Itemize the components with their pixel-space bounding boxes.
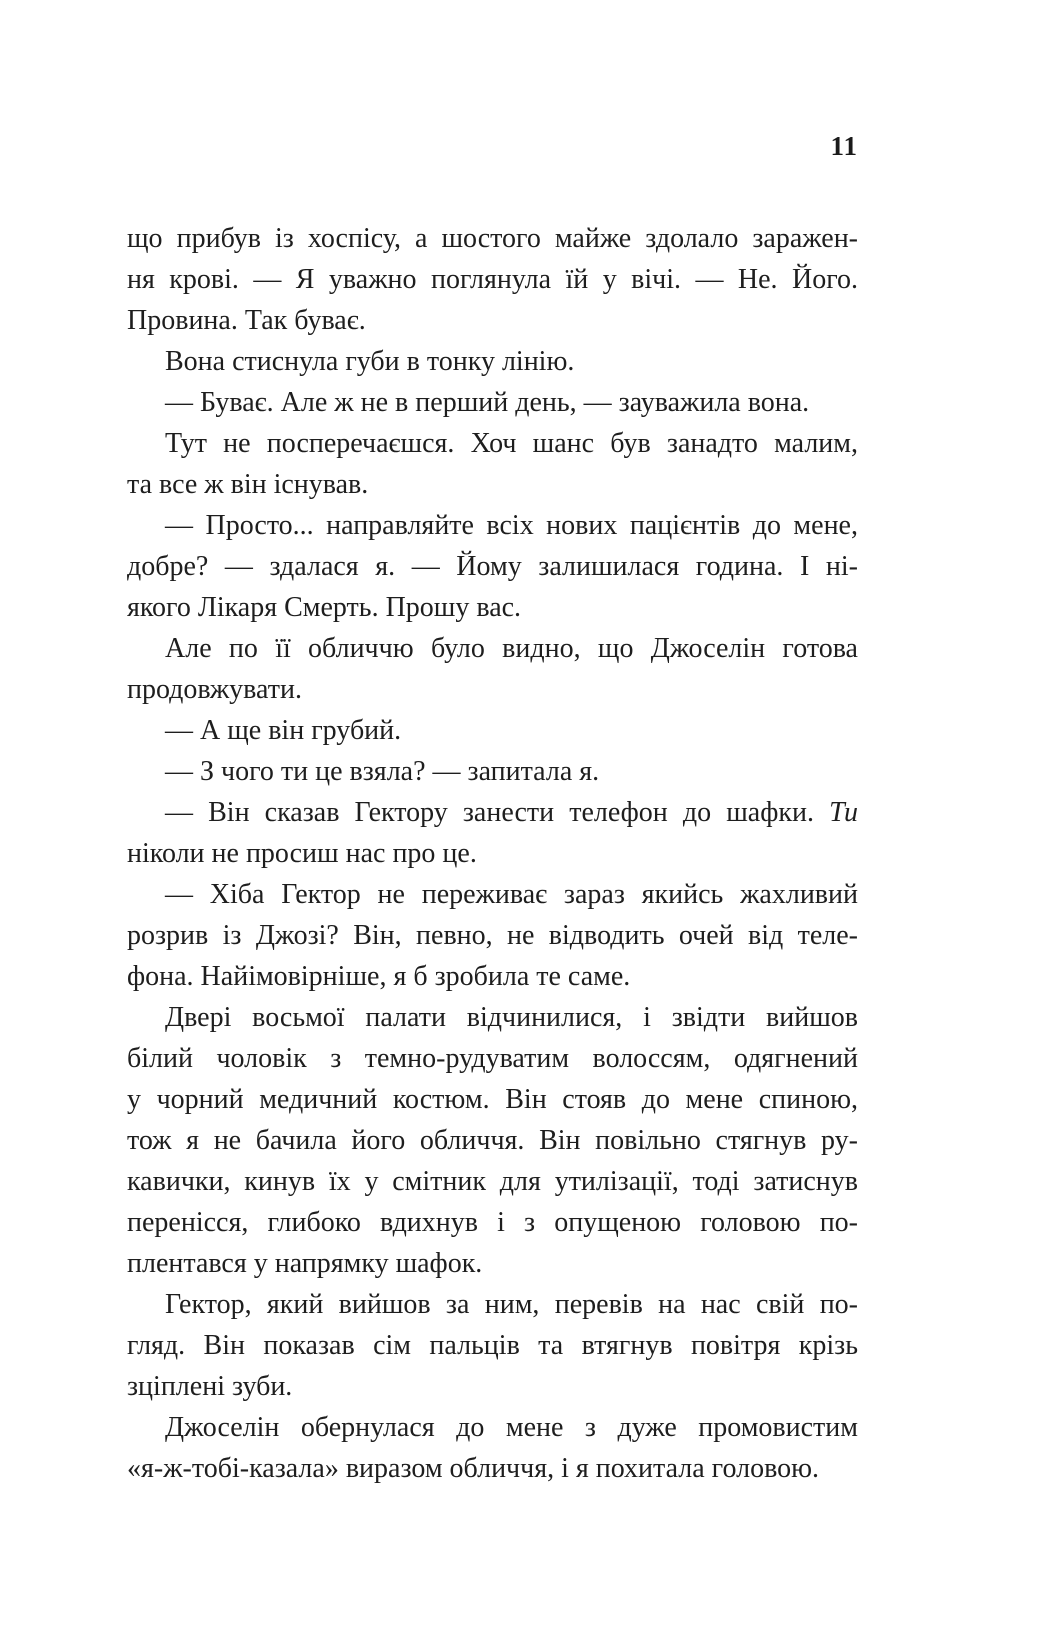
text-line: Вона стиснула губи в тонку лінію. bbox=[165, 346, 575, 377]
text-line bbox=[127, 792, 858, 833]
text-line: ня крові. — Я уважно поглянула їй у вічі. — Не. Його. bbox=[127, 264, 858, 295]
text-line: зціплені зуби. bbox=[127, 1371, 293, 1402]
text-block bbox=[127, 218, 858, 1489]
text-line: — З чого ти це взяла? — запитала я. bbox=[165, 756, 600, 787]
text-line: — Хіба Гектор не переживає зараз якийсь жахливий bbox=[165, 879, 858, 910]
text-line: — А ще він грубий. bbox=[165, 715, 402, 746]
text-line: добре? — здалася я. — Йому залишилася година. І ні- bbox=[127, 551, 858, 582]
text-line: перенісся, глибоко вдихнув і з опущеною головою по- bbox=[127, 1207, 858, 1238]
page-number: 11 bbox=[830, 131, 858, 161]
text-line: кавички, кинув їх у смітник для утилізації, тоді затиснув bbox=[127, 1166, 858, 1197]
text-line: Двері восьмої палати відчинилися, і звідти вийшов bbox=[165, 1002, 858, 1033]
text-line: — Просто... направляйте всіх нових пацієнтів до мене, bbox=[165, 510, 858, 541]
text-line: що прибув із хоспісу, а шостого майже здолало заражен- bbox=[127, 223, 858, 254]
text-line: білий чоловік з темно-рудуватим волоссям, одягнений bbox=[127, 1043, 858, 1074]
text-line: — Буває. Але ж не в перший день, — зауважила вона. bbox=[165, 387, 810, 418]
text-line: фона. Найімовірніше, я б зробила те саме. bbox=[127, 961, 631, 992]
text-line: гляд. Він показав сім пальців та втягнув повітря крізь bbox=[127, 1330, 858, 1361]
text-line: тож я не бачила його обличчя. Він повільно стягнув ру- bbox=[127, 1125, 858, 1156]
emphasized-text: Ти bbox=[829, 797, 858, 828]
text-line: Гектор, який вийшов за ним, перевів на нас свій по- bbox=[165, 1289, 858, 1320]
text-line: Провина. Так буває. bbox=[127, 305, 366, 336]
text-line: Тут не посперечаєшся. Хоч шанс був занадто малим, bbox=[165, 428, 858, 459]
text-line: «я-ж-тобі-казала» виразом обличчя, і я похитала головою. bbox=[127, 1453, 820, 1484]
text-line: Джоселін обернулася до мене з дуже промовистим bbox=[165, 1412, 858, 1443]
text-line: продовжувати. bbox=[127, 674, 302, 705]
text-line: ніколи не просиш нас про це. bbox=[127, 838, 477, 869]
text-line: Але по її обличчю було видно, що Джоселін готова bbox=[165, 633, 858, 664]
text-line: плентався у напрямку шафок. bbox=[127, 1248, 483, 1279]
text-segment: — Він сказав Гектору занести телефон до шафки. bbox=[165, 797, 830, 828]
text-line: у чорний медичний костюм. Він стояв до мене спиною, bbox=[127, 1084, 858, 1115]
text-line: розрив із Джозі? Він, певно, не відводить очей від теле- bbox=[127, 920, 858, 951]
text-line: якого Лікаря Смерть. Прошу вас. bbox=[127, 592, 522, 623]
text-line: та все ж він існував. bbox=[127, 469, 369, 500]
